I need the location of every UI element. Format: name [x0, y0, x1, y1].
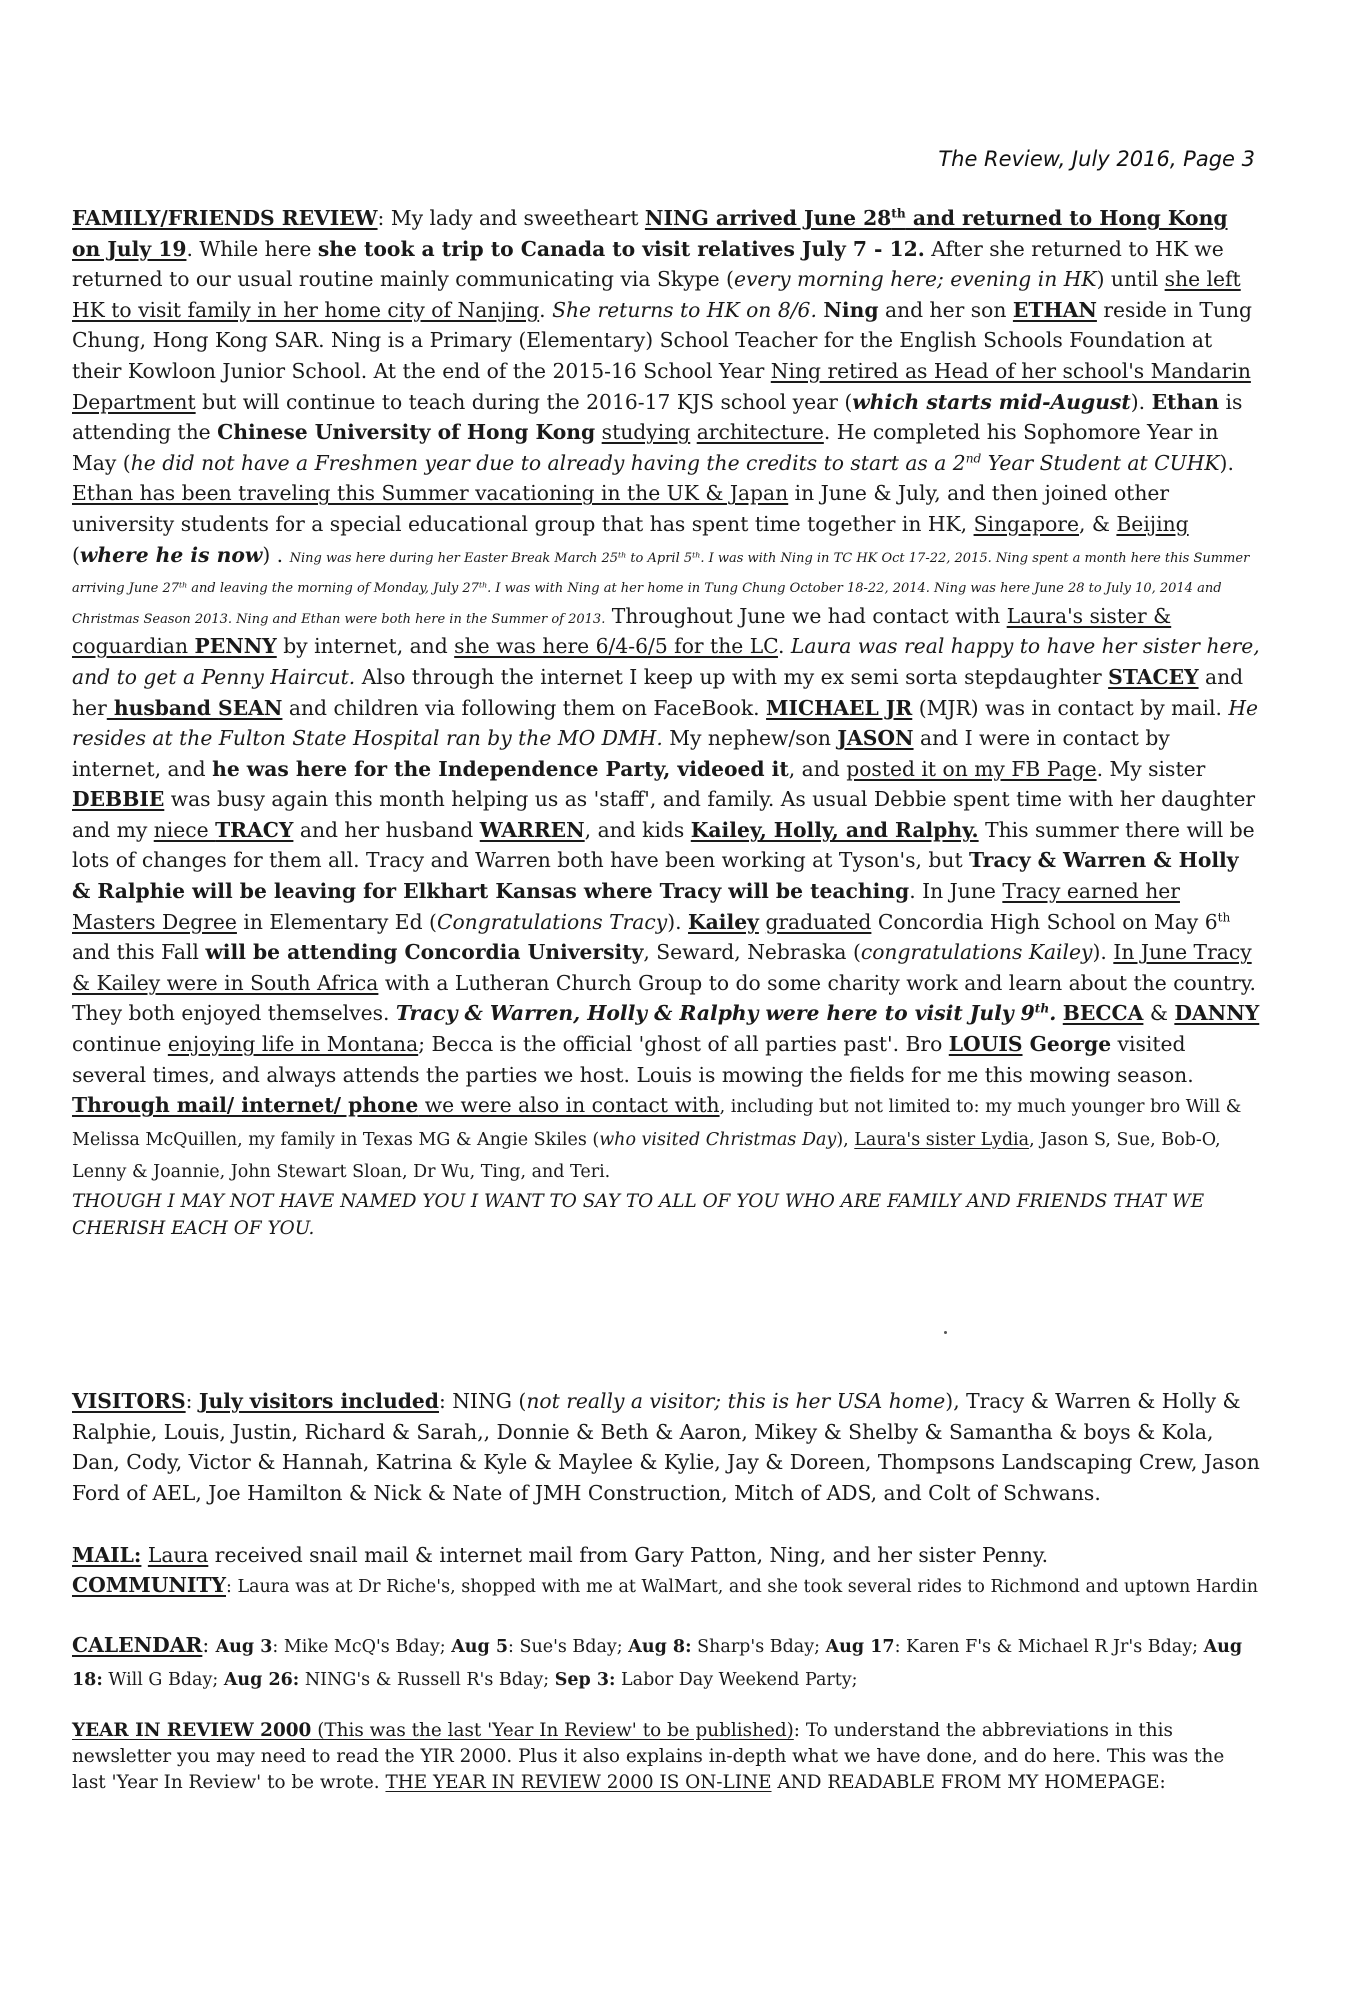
- ning-visit-history-note: Ning was here during her Easter Break March 25th to April 5th. I was with Ning in TC HK Oct 17-22, 2015. Ning spent a month here this Summer arriving June 27th and leaving the morning of Monday, July 27th. I was with Ning at her home in Tung Chung October 18-22, 2014. Ning was here June 28 to July 10, 2014 and Christmas Season 2013. Ning and Ethan were both here in the Summer of 2013.: [72, 549, 1250, 627]
- mail-section: [72, 1540, 1262, 1571]
- mail-paragraph: MAIL: Laura received snail mail & internet mail from Gary Patton, Ning, and her sister Penny.: [72, 1543, 1049, 1567]
- family-friends-section: [72, 203, 1262, 1242]
- visitors-paragraph: VISITORS: July visitors included: NING (not really a visitor; this is her USA home), Tracy & Warren & Holly & Ralphie, Louis, Justin, Richard & Sarah,, Donnie & Beth & Aaron, Mikey & Shelby & Samantha & boys & Kola, Dan, Cody, Victor & Hannah, Katrina & Kyle & Maylee & Kylie, Jay & Doreen, Thompsons Landscaping Crew, Jason Ford of AEL, Joe Hamilton & Nick & Nate of JMH Construction, Mitch of ADS, and Colt of Schwans.: [72, 1389, 1260, 1505]
- community-heading: COMMUNITY: [72, 1573, 226, 1597]
- year-in-review-paragraph: YEAR IN REVIEW 2000 (This was the last 'Year In Review' to be published): To understand the abbreviations in this newsletter you may need to read the YIR 2000. Plus it also explains in-depth what we have done, and do here. This was the last 'Year In Review' to be wrote. THE YEAR IN REVIEW 2000 IS ON-LINE AND READABLE FROM MY HOMEPAGE:: [72, 1720, 1225, 1793]
- calendar-heading: CALENDAR: [72, 1633, 203, 1657]
- community-section: [72, 1570, 1262, 1603]
- calendar-section: [72, 1630, 1262, 1695]
- closing-message: THOUGH I MAY NOT HAVE NAMED YOU I WANT TO SAY TO ALL OF YOU WHO ARE FAMILY AND FRIENDS THAT WE CHERISH EACH OF YOU.: [72, 1191, 1205, 1239]
- stray-mark: [944, 1331, 947, 1334]
- year-in-review-section: [72, 1718, 1262, 1796]
- running-header: The Review, July 2016, Page 3: [938, 147, 1255, 171]
- visitors-heading: VISITORS: [72, 1389, 186, 1413]
- community-paragraph: COMMUNITY: Laura was at Dr Riche's, shopped with me at WalMart, and she took several rides to Richmond and uptown Hardin: [72, 1573, 1258, 1597]
- year-in-review-heading: YEAR IN REVIEW 2000: [72, 1720, 312, 1741]
- visitors-section: [72, 1386, 1262, 1508]
- mail-heading: MAIL:: [72, 1543, 142, 1567]
- family-friends-paragraph: FAMILY/FRIENDS REVIEW: My lady and sweetheart NING arrived June 28th and returned to Hong Kong on July 19. While here she took a trip to Canada to visit relatives July 7 - 12. After she returned to HK we returned to our usual routine mainly communicating via Skype (every morning here; evening in HK) until she left HK to visit family in her home city of Nanjing. She returns to HK on 8/6. Ning and her son ETHAN reside in Tung Chung, Hong Kong SAR. Ning is a Primary (Elementary) School Teacher for the English Schools Foundation at their Kowloon Junior School. At the end of the 2015-16 School Year Ning retired as Head of her school's Mandarin Department but will continue to teach during the 2016-17 KJS school year (which starts mid-August). Ethan is attending the Chinese University of Hong Kong studying architecture. He completed his Sophomore Year in May (he did not have a Freshmen year due to already having the credits to start as a 2nd Year Student at CUHK). Ethan has been traveling this Summer vacationing in the UK & Japan in June & July, and then joined other university students for a special educational group that has spent time together in HK, Singapore, & Beijing (where he is now) . Ning was here during her Easter Break March 25th to April 5th. I was with Ning in TC HK Oct 17-22, 2015. Ning spent a month here this Summer arriving June 27th and leaving the morning of Monday, July 27th. I was with Ning at her home in Tung Chung October 18-22, 2014. Ning was here June 28 to July 10, 2014 and Christmas Season 2013. Ning and Ethan were both here in the Summer of 2013. Throughout June we had contact with Laura's sister & coguardian PENNY by internet, and she was here 6/4-6/5 for the LC. Laura was real happy to have her sister here, and to get a Penny Haircut. Also through the internet I keep up with my ex semi sorta stepdaughter STACEY and her husband SEAN and children via following them on FaceBook. MICHAEL JR (MJR) was in contact by mail. He resides at the Fulton State Hospital ran by the MO DMH. My nephew/son JASON and I were in contact by internet, and he was here for the Independence Party, videoed it, and posted it on my FB Page. My sister DEBBIE was busy again this month helping us as 'staff', and family. As usual Debbie spent time with her daughter and my niece TRACY and her husband WARREN, and kids Kailey, Holly, and Ralphy. This summer there will be lots of changes for them all. Tracy and Warren both have been working at Tyson's, but Tracy & Warren & Holly & Ralphie will be leaving for Elkhart Kansas where Tracy will be teaching. In June Tracy earned her Masters Degree in Elementary Ed (Congratulations Tracy). Kailey graduated Concordia High School on May 6th and this Fall will be attending Concordia University, Seward, Nebraska (congratulations Kailey). In June Tracy & Kailey were in South Africa with a Lutheran Church Group to do some charity work and learn about the country. They both enjoyed themselves. Tracy & Warren, Holly & Ralphy were here to visit July 9th. BECCA & DANNY continue enjoying life in Montana; Becca is the official 'ghost of all parties past'. Bro LOUIS George visited several times, and always attends the parties we host. Louis is mowing the fields for me this mowing season. Through mail/ internet/ phone we were also in contact with, including but not limited to: my much younger bro Will & Melissa McQuillen, my family in Texas MG & Angie Skiles (who visited Christmas Day), Laura's sister Lydia, Jason S, Sue, Bob-O, Lenny & Joannie, John Stewart Sloan, Dr Wu, Ting, and Teri.: [72, 206, 1260, 1183]
- family-friends-heading: FAMILY/FRIENDS REVIEW: [72, 206, 378, 230]
- calendar-paragraph: CALENDAR: Aug 3: Mike McQ's Bday; Aug 5: Sue's Bday; Aug 8: Sharp's Bday; Aug 17: Karen F's & Michael R Jr's Bday; Aug 18: Will G Bday; Aug 26: NING's & Russell R's Bday; Sep 3: Labor Day Weekend Party;: [72, 1633, 1243, 1690]
